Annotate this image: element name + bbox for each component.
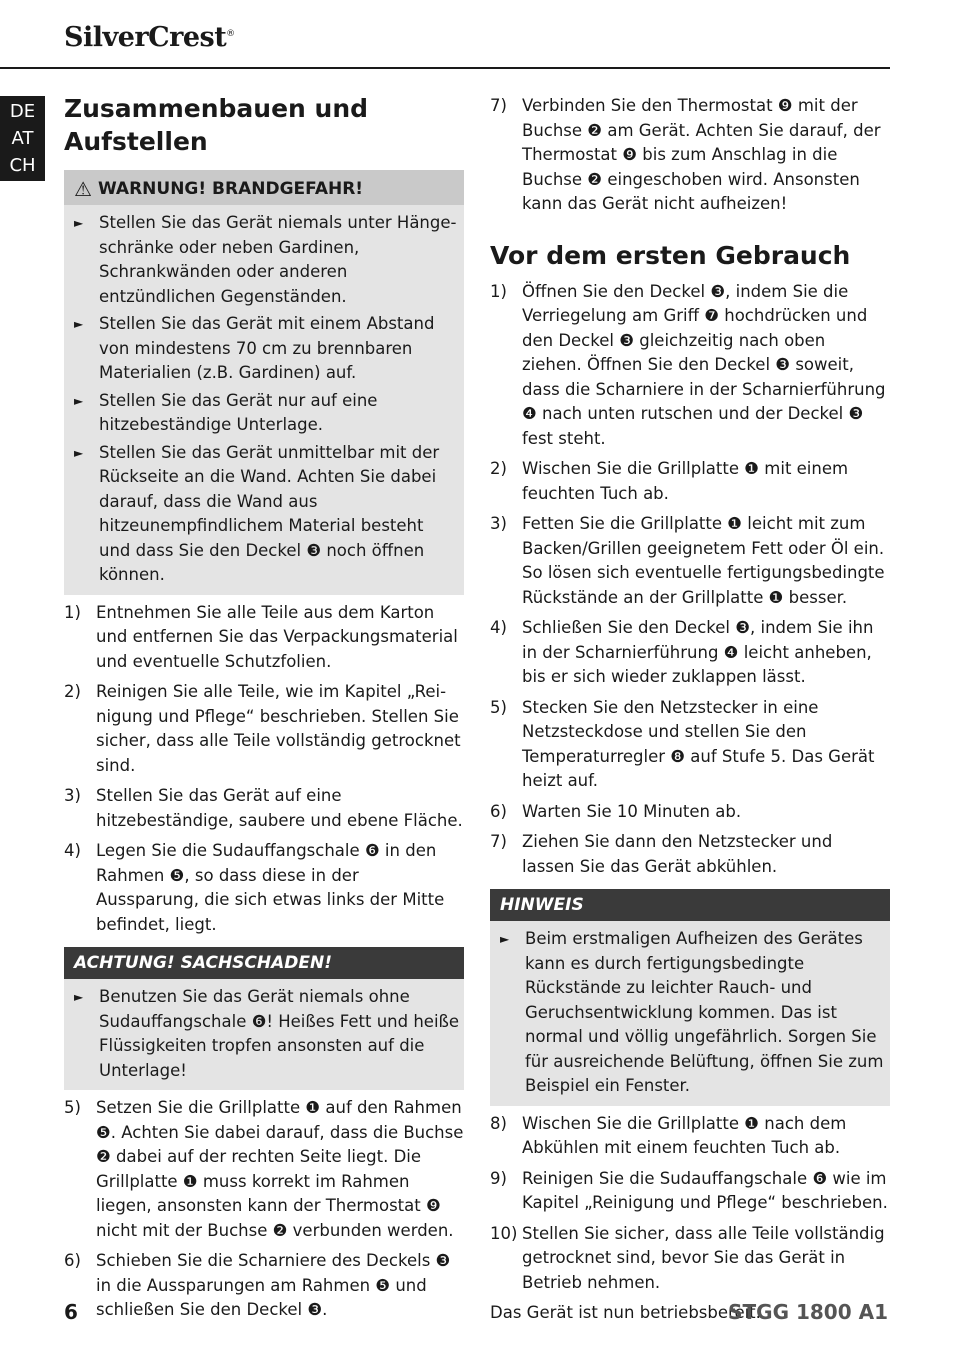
step-item: 4) Legen Sie die Sudauffangschale ❻ in den Rahmen ❺, so dass diese in der Aussparung, die sich etwas links der Mitte befindet, liegt.: [64, 841, 445, 934]
bullet-arrow-icon: ►: [500, 932, 510, 946]
header-rule: [0, 67, 890, 69]
step-item: 10) Stellen Sie sicher, dass alle Teile vollständig getrocknet sind, bevor Sie das Gerät in Betrieb nehmen.: [490, 1223, 885, 1292]
step-item: 6) Schieben Sie die Scharniere des Deckels ❸ in die Aussparungen am Rahmen ❺ und schließen Sie den Deckel ❸.: [64, 1251, 451, 1319]
list-item: ► Stellen Sie das Gerät niemals unter Hängeschränke oder neben Gardinen, Schrankwänden oder anderen entzündlichen Gegenständen.: [74, 211, 460, 309]
list-item: ► Stellen Sie das Gerät mit einem Abstand von mindestens 70 cm zu brennbaren Materialien (z.B. Gardinen) auf.: [74, 312, 460, 386]
brand-logo: SilverCrest®: [64, 22, 235, 53]
list-item: ► Beim erstmaligen Aufheizen des Gerätes kann es durch fertigungsbedingte Rückstände zu leichter Rauch- und Geruchsentwicklung kommen. Das ist normal und völlig ungefährlich. Sorgen Sie für ausreichende Belüftung, öffnen Sie zum Beispiel ein Fenster.: [500, 927, 886, 1099]
step-item: 9) Reinigen Sie die Sudauffangschale ❻ wie im Kapitel „Reinigung und Pflege“ beschrieben.: [490, 1168, 888, 1212]
step-item: 2) Wischen Sie die Grillplatte ❶ mit einem feuchten Tuch ab.: [490, 459, 849, 503]
caution-header: ACHTUNG! SACHSCHADEN!: [64, 947, 464, 979]
section-heading-assembly: Zusammenbauen und Aufstellen: [64, 94, 369, 156]
warning-box: [64, 170, 464, 595]
warning-title: WARNUNG! BRANDGEFAHR!: [97, 179, 364, 199]
caution-box: [64, 947, 464, 1090]
page-number: 6: [64, 1300, 78, 1324]
step-item: 5) Setzen Sie die Grillplatte ❶ auf den Rahmen ❺. Achten Sie dabei darauf, dass die Buchse ❷ dabei auf der rechten Seite liegt. Die Grillplatte ❶ muss korrekt im Rahmen liegen, ansonsten kann der Thermostat ❾ nicht mit der Buchse ❷ verbunden werden.: [64, 1098, 464, 1240]
bullet-arrow-icon: ►: [74, 393, 84, 408]
bullet-arrow-icon: ►: [74, 216, 84, 230]
language-tab: [0, 96, 45, 181]
step-item: 4) Schließen Sie den Deckel ❸, indem Sie ihn in der Scharnierführung ❹ leicht anheben, bis er sich wieder zuklappen lässt.: [490, 618, 874, 686]
note-header: HINWEIS: [490, 889, 890, 921]
step-item: 6) Warten Sie 10 Minuten ab.: [490, 801, 742, 821]
lang-de: DE: [9, 101, 36, 122]
step-item: 1) Öffnen Sie den Deckel ❸, indem Sie die Verriegelung am Griff ❼ hochdrücken und den Deckel ❸ gleichzeitig nach oben ziehen. Öffnen Sie den Deckel ❸ soweit, dass die Scharniere in der Scharnierführung ❹ nach unten rutschen und der Deckel ❸ fest steht.: [490, 281, 886, 448]
note-box: [490, 889, 890, 1106]
step-item: 3) Stellen Sie das Gerät auf eine hitzebeständige, saubere und ebene Fläche.: [64, 786, 463, 830]
lang-at: AT: [11, 128, 34, 149]
section-heading-first-use: Vor dem ersten Gebrauch: [490, 240, 851, 270]
step-item: 7) Verbinden Sie den Thermostat ❾ mit der Buchse ❷ am Gerät. Achten Sie darauf, der Thermostat ❾ bis zum Anschlag in die Buchse ❷ eingeschoben wird. Ansonsten kann das Gerät nicht aufheizen!: [490, 96, 881, 213]
bullet-arrow-icon: ►: [74, 445, 84, 460]
warning-header: [64, 170, 464, 205]
step-item: 8) Wischen Sie die Grillplatte ❶ nach dem Abkühlen mit einem feuchten Tuch ab.: [490, 1113, 847, 1157]
bullet-arrow-icon: ►: [74, 317, 84, 331]
step-item: 1) Entnehmen Sie alle Teile aus dem Karton und entfernen Sie das Verpackungsmaterial und eventuelle Schutzfolien.: [64, 602, 458, 671]
step-item: 2) Reinigen Sie alle Teile, wie im Kapitel „Reinigung und Pflege“ beschrieben. Stellen Sie sicher, dass alle Teile vollständig getrocknet sind.: [64, 682, 461, 775]
step-item: 5) Stecken Sie den Netzstecker in eine Netzsteckdose und stellen Sie den Temperaturregler ❽ auf Stufe 5. Das Gerät heizt auf.: [490, 697, 875, 790]
step-item: 3) Fetten Sie die Grillplatte ❶ leicht mit zum Backen/Grillen geeignetem Fett oder Öl ein. So lösen sich eventuelle fertigungsbedingte Rückstände an der Grillplatte ❶ besser.: [490, 514, 885, 607]
right-column: [490, 92, 890, 1326]
left-column: [64, 92, 464, 1329]
bullet-arrow-icon: ►: [74, 990, 84, 1004]
list-item: ► Stellen Sie das Gerät unmittelbar mit der Rückseite an die Wand. Achten Sie dabei darauf, dass die Wand aus hitzeunempfindlichem Material besteht und dass Sie den Deckel ❸ noch öffnen können.: [74, 441, 460, 588]
warning-triangle-icon: ⚠: [74, 177, 92, 201]
step-item: 7) Ziehen Sie dann den Netzstecker und lassen Sie das Gerät abkühlen.: [490, 832, 833, 876]
lang-ch: CH: [9, 155, 36, 176]
list-item: ► Stellen Sie das Gerät nur auf eine hitzebeständige Unterlage.: [74, 389, 460, 438]
model-number: STGG 1800 A1: [728, 1300, 888, 1324]
closing-text: Das Gerät ist nun betriebsbereit.: [490, 1303, 761, 1322]
list-item: ► Benutzen Sie das Gerät niemals ohne Sudauffangschale ❻! Heißes Fett und heiße Flüssigkeiten tropfen ansonsten auf die Unterlage!: [74, 985, 460, 1083]
